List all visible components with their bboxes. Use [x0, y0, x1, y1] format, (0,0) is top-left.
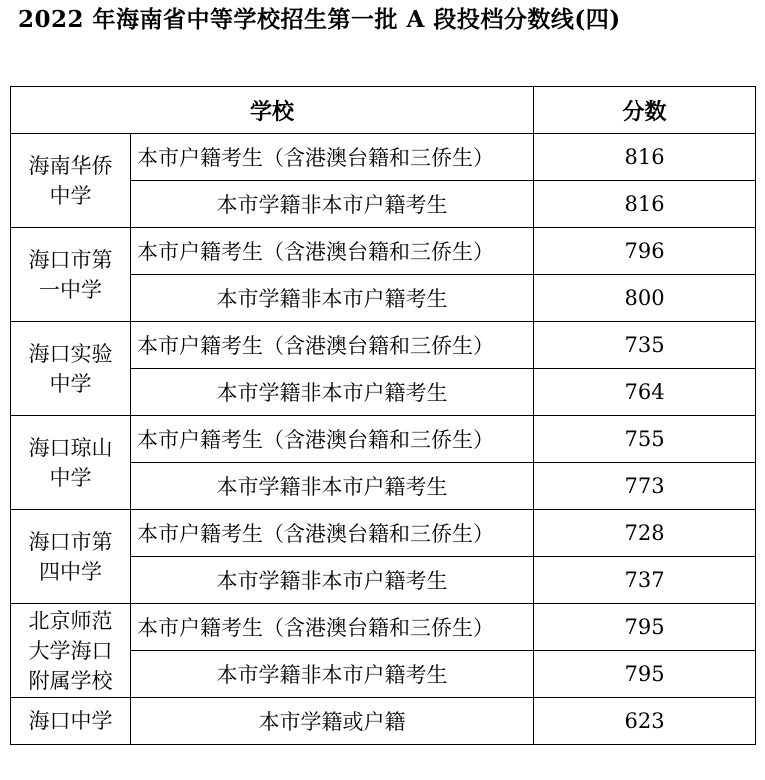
header-row — [11, 87, 756, 134]
student-category-cell: 本市户籍考生（含港澳台籍和三侨生） — [131, 228, 534, 275]
student-category-cell: 本市学籍非本市户籍考生 — [131, 181, 534, 228]
score-cell: 816 — [534, 134, 756, 181]
header-score: 分数 — [534, 87, 756, 134]
score-cell: 755 — [534, 416, 756, 463]
admission-score-table — [10, 86, 756, 745]
student-category-cell: 本市学籍非本市户籍考生 — [131, 369, 534, 416]
school-name-line: 海口市第 — [28, 247, 113, 272]
student-category-cell: 本市学籍非本市户籍考生 — [131, 463, 534, 510]
table-row — [11, 604, 756, 651]
score-cell: 764 — [534, 369, 756, 416]
score-cell: 800 — [534, 275, 756, 322]
school-name-cell — [11, 698, 131, 745]
school-name-line: 北京师范 — [28, 608, 113, 633]
school-name-cell — [11, 510, 131, 604]
score-cell: 623 — [534, 698, 756, 745]
student-category-cell: 本市学籍非本市户籍考生 — [131, 275, 534, 322]
score-cell: 816 — [534, 181, 756, 228]
student-category-cell: 本市学籍非本市户籍考生 — [131, 557, 534, 604]
school-name-line: 海南华侨 — [28, 153, 113, 178]
page-title: 2022 年海南省中等学校招生第一批 A 段投档分数线(四) — [18, 6, 621, 33]
school-name-cell — [11, 416, 131, 510]
score-cell: 795 — [534, 651, 756, 698]
table-row — [11, 228, 756, 275]
school-name-cell — [11, 604, 131, 698]
student-category-cell: 本市学籍非本市户籍考生 — [131, 651, 534, 698]
student-category-cell: 本市户籍考生（含港澳台籍和三侨生） — [131, 134, 534, 181]
school-name-line: 中学 — [49, 465, 92, 490]
school-name-cell — [11, 228, 131, 322]
header-school: 学校 — [11, 87, 534, 134]
table-row — [11, 134, 756, 181]
table-row — [11, 510, 756, 557]
school-name-cell — [11, 322, 131, 416]
table-row — [11, 322, 756, 369]
school-name-line: 海口中学 — [28, 709, 113, 733]
student-category-cell: 本市学籍或户籍 — [131, 698, 534, 745]
student-category-cell: 本市户籍考生（含港澳台籍和三侨生） — [131, 322, 534, 369]
score-cell: 728 — [534, 510, 756, 557]
table-row — [11, 698, 756, 745]
table-row — [11, 416, 756, 463]
table-body — [11, 134, 756, 745]
school-name-cell — [11, 134, 131, 228]
score-cell: 773 — [534, 463, 756, 510]
school-name-line: 海口琼山 — [28, 435, 113, 460]
score-cell: 795 — [534, 604, 756, 651]
student-category-cell: 本市户籍考生（含港澳台籍和三侨生） — [131, 416, 534, 463]
school-name-line: 海口市第 — [28, 529, 113, 554]
score-cell: 735 — [534, 322, 756, 369]
school-name-line: 一中学 — [39, 277, 102, 302]
school-name-line: 中学 — [49, 371, 92, 396]
student-category-cell: 本市户籍考生（含港澳台籍和三侨生） — [131, 604, 534, 651]
score-cell: 796 — [534, 228, 756, 275]
student-category-cell: 本市户籍考生（含港澳台籍和三侨生） — [131, 510, 534, 557]
school-name-line: 海口实验 — [28, 341, 113, 366]
school-name-line: 中学 — [49, 183, 92, 208]
score-cell: 737 — [534, 557, 756, 604]
school-name-line: 大学海口 — [28, 638, 113, 663]
school-name-line: 四中学 — [39, 559, 102, 584]
school-name-line: 附属学校 — [28, 668, 113, 693]
